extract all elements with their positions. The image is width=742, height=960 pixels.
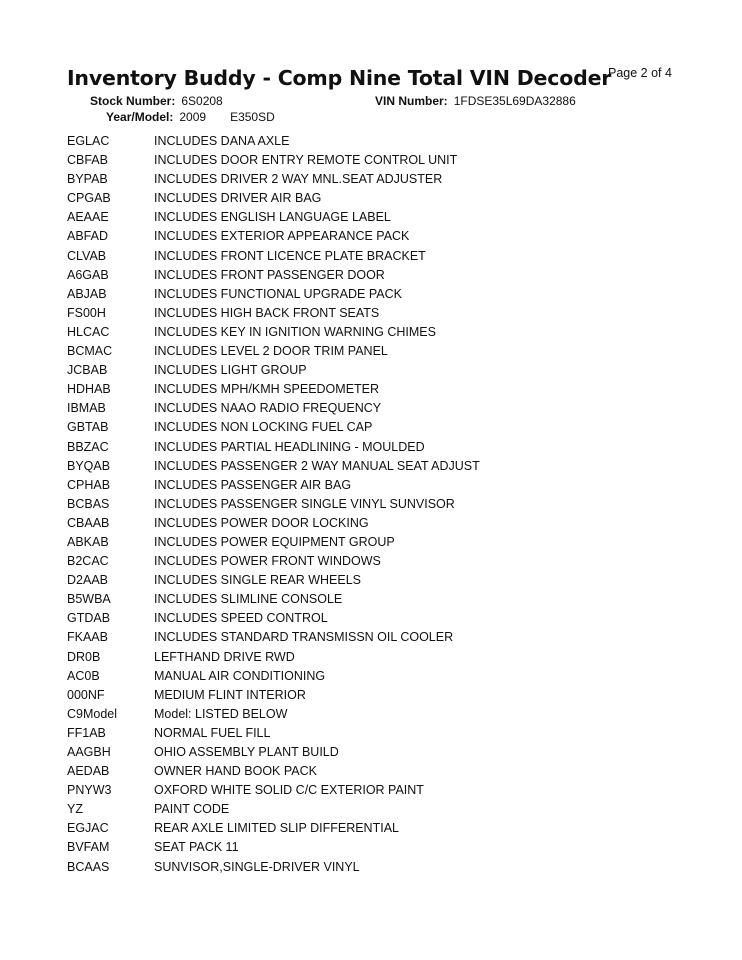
option-code: AEDAB [67,764,110,779]
option-description: INCLUDES HIGH BACK FRONT SEATS [154,305,380,320]
option-description: LEFTHAND DRIVE RWD [154,649,295,664]
option-row [67,380,687,399]
option-code: BVFAM [67,840,110,855]
option-description: INCLUDES ENGLISH LANGUAGE LABEL [154,210,391,225]
option-code: BCBAS [67,496,110,511]
option-description: OWNER HAND BOOK PACK [154,764,317,779]
option-code: A6GAB [67,267,109,282]
option-code: AAGBH [67,745,111,759]
option-row [67,438,687,457]
option-code: DR0B [67,649,101,664]
option-description: INCLUDES DANA AXLE [154,134,290,148]
option-description: OXFORD WHITE SOLID C/C EXTERIOR PAINT [154,783,424,798]
option-row [67,724,687,743]
option-description: Model: LISTED BELOW [154,706,288,721]
option-description: INCLUDES FRONT PASSENGER DOOR [154,267,385,282]
option-description: OHIO ASSEMBLY PLANT BUILD [154,745,339,759]
option-row [67,227,687,246]
option-code: HLCAC [67,324,110,339]
option-row [67,285,687,304]
option-code: D2AAB [67,573,108,588]
option-code: PNYW3 [67,783,112,798]
option-code: AEAAE [67,210,109,225]
option-code: GBTAB [67,420,109,435]
option-description: INCLUDES KEY IN IGNITION WARNING CHIMES [154,324,436,339]
option-code: GTDAB [67,611,111,626]
option-description: INCLUDES DRIVER AIR BAG [154,191,322,206]
option-description: INCLUDES PARTIAL HEADLINING - MOULDED [154,439,425,454]
option-code: JCBAB [67,363,108,378]
option-code: ABKAB [67,534,109,549]
option-row [67,189,687,208]
option-row [67,323,687,342]
option-code: FF1AB [67,725,106,740]
option-row [67,266,687,285]
option-row [67,151,687,170]
option-code: B5WBA [67,592,111,607]
option-description: INCLUDES FRONT LICENCE PLATE BRACKET [154,248,426,263]
option-description: REAR AXLE LIMITED SLIP DIFFERENTIAL [154,821,399,836]
option-code: FS00H [67,305,106,320]
option-description: INCLUDES DOOR ENTRY REMOTE CONTROL UNIT [154,153,458,168]
option-row [67,762,687,781]
option-code: CLVAB [67,248,107,263]
year-model-label: Year/Model: [106,110,174,124]
option-row [67,628,687,647]
option-row [67,342,687,361]
option-row [67,743,687,762]
vin-number-label: VIN Number: [375,94,448,108]
option-code: CPHAB [67,477,111,492]
option-code: EGJAC [67,821,109,836]
stock-number-field [90,94,223,108]
option-code: B2CAC [67,554,109,569]
option-code-list [67,132,687,877]
option-row [67,552,687,571]
option-description: NORMAL FUEL FILL [154,725,271,740]
year-model-field [106,110,275,124]
option-code: ABFAD [67,229,108,244]
option-code: EGLAC [67,134,110,148]
option-row [67,705,687,724]
option-description: MANUAL AIR CONDITIONING [154,668,326,683]
option-code: BYQAB [67,458,111,473]
option-row [67,571,687,590]
option-code: FKAAB [67,630,108,645]
option-code: YZ [67,802,83,817]
option-code: C9Model [67,706,118,721]
option-description: INCLUDES POWER FRONT WINDOWS [154,554,381,569]
option-code: ABJAB [67,286,107,301]
option-row [67,781,687,800]
option-description: INCLUDES DRIVER 2 WAY MNL.SEAT ADJUSTER [154,172,443,187]
document-title: Inventory Buddy - Comp Nine Total VIN Decoder [67,66,612,90]
option-row [67,495,687,514]
option-code: IBMAB [67,401,106,416]
year-value: 2009 [179,110,207,124]
option-description: INCLUDES SINGLE REAR WHEELS [154,573,361,588]
option-row [67,838,687,857]
option-row [67,208,687,227]
option-row [67,648,687,667]
option-row [67,476,687,495]
option-description: INCLUDES LEVEL 2 DOOR TRIM PANEL [154,344,388,359]
option-description: INCLUDES PASSENGER SINGLE VINYL SUNVISOR [154,496,455,511]
option-code: CBFAB [67,153,108,168]
option-description: INCLUDES NON LOCKING FUEL CAP [154,420,373,435]
option-description: INCLUDES SLIMLINE CONSOLE [154,592,343,607]
option-row [67,247,687,266]
option-row [67,667,687,686]
option-row [67,132,687,151]
option-description: MEDIUM FLINT INTERIOR [154,687,306,702]
option-description: INCLUDES POWER DOOR LOCKING [154,515,369,530]
option-row [67,609,687,628]
vin-number-field [375,94,576,108]
stock-number-value: 6S0208 [181,94,223,108]
option-description: INCLUDES LIGHT GROUP [154,363,307,378]
option-code: 000NF [67,687,105,702]
option-row [67,304,687,323]
option-row [67,800,687,819]
option-description: INCLUDES POWER EQUIPMENT GROUP [154,534,395,549]
option-code: BYPAB [67,172,108,187]
option-row [67,533,687,552]
option-row [67,361,687,380]
option-code: AC0B [67,668,100,683]
option-code: BCAAS [67,859,110,874]
option-row [67,858,687,877]
option-row [67,819,687,838]
option-code: CPGAB [67,191,111,206]
option-row [67,170,687,189]
option-code: BCMAC [67,344,113,359]
stock-number-label: Stock Number: [90,94,176,108]
option-description: INCLUDES PASSENGER AIR BAG [154,477,352,492]
option-description: SUNVISOR,SINGLE-DRIVER VINYL [154,859,360,874]
option-row [67,590,687,609]
option-row [67,399,687,418]
option-row [67,418,687,437]
option-code: CBAAB [67,515,110,530]
option-code: HDHAB [67,382,111,397]
page-number: Page 2 of 4 [608,66,672,80]
option-row [67,457,687,476]
option-row [67,686,687,705]
option-description: INCLUDES NAAO RADIO FREQUENCY [154,401,382,416]
option-description: INCLUDES FUNCTIONAL UPGRADE PACK [154,286,402,301]
option-description: INCLUDES PASSENGER 2 WAY MANUAL SEAT ADJUST [154,458,480,473]
model-value: E350SD [230,110,275,124]
option-description: PAINT CODE [154,802,230,817]
option-description: INCLUDES MPH/KMH SPEEDOMETER [154,382,380,397]
option-row [67,514,687,533]
vin-number-value: 1FDSE35L69DA32886 [453,94,576,108]
option-description: SEAT PACK 11 [154,840,239,855]
option-description: INCLUDES STANDARD TRANSMISSN OIL COOLER [154,630,454,645]
option-description: INCLUDES EXTERIOR APPEARANCE PACK [154,229,410,244]
option-description: INCLUDES SPEED CONTROL [154,611,328,626]
option-code: BBZAC [67,439,109,454]
